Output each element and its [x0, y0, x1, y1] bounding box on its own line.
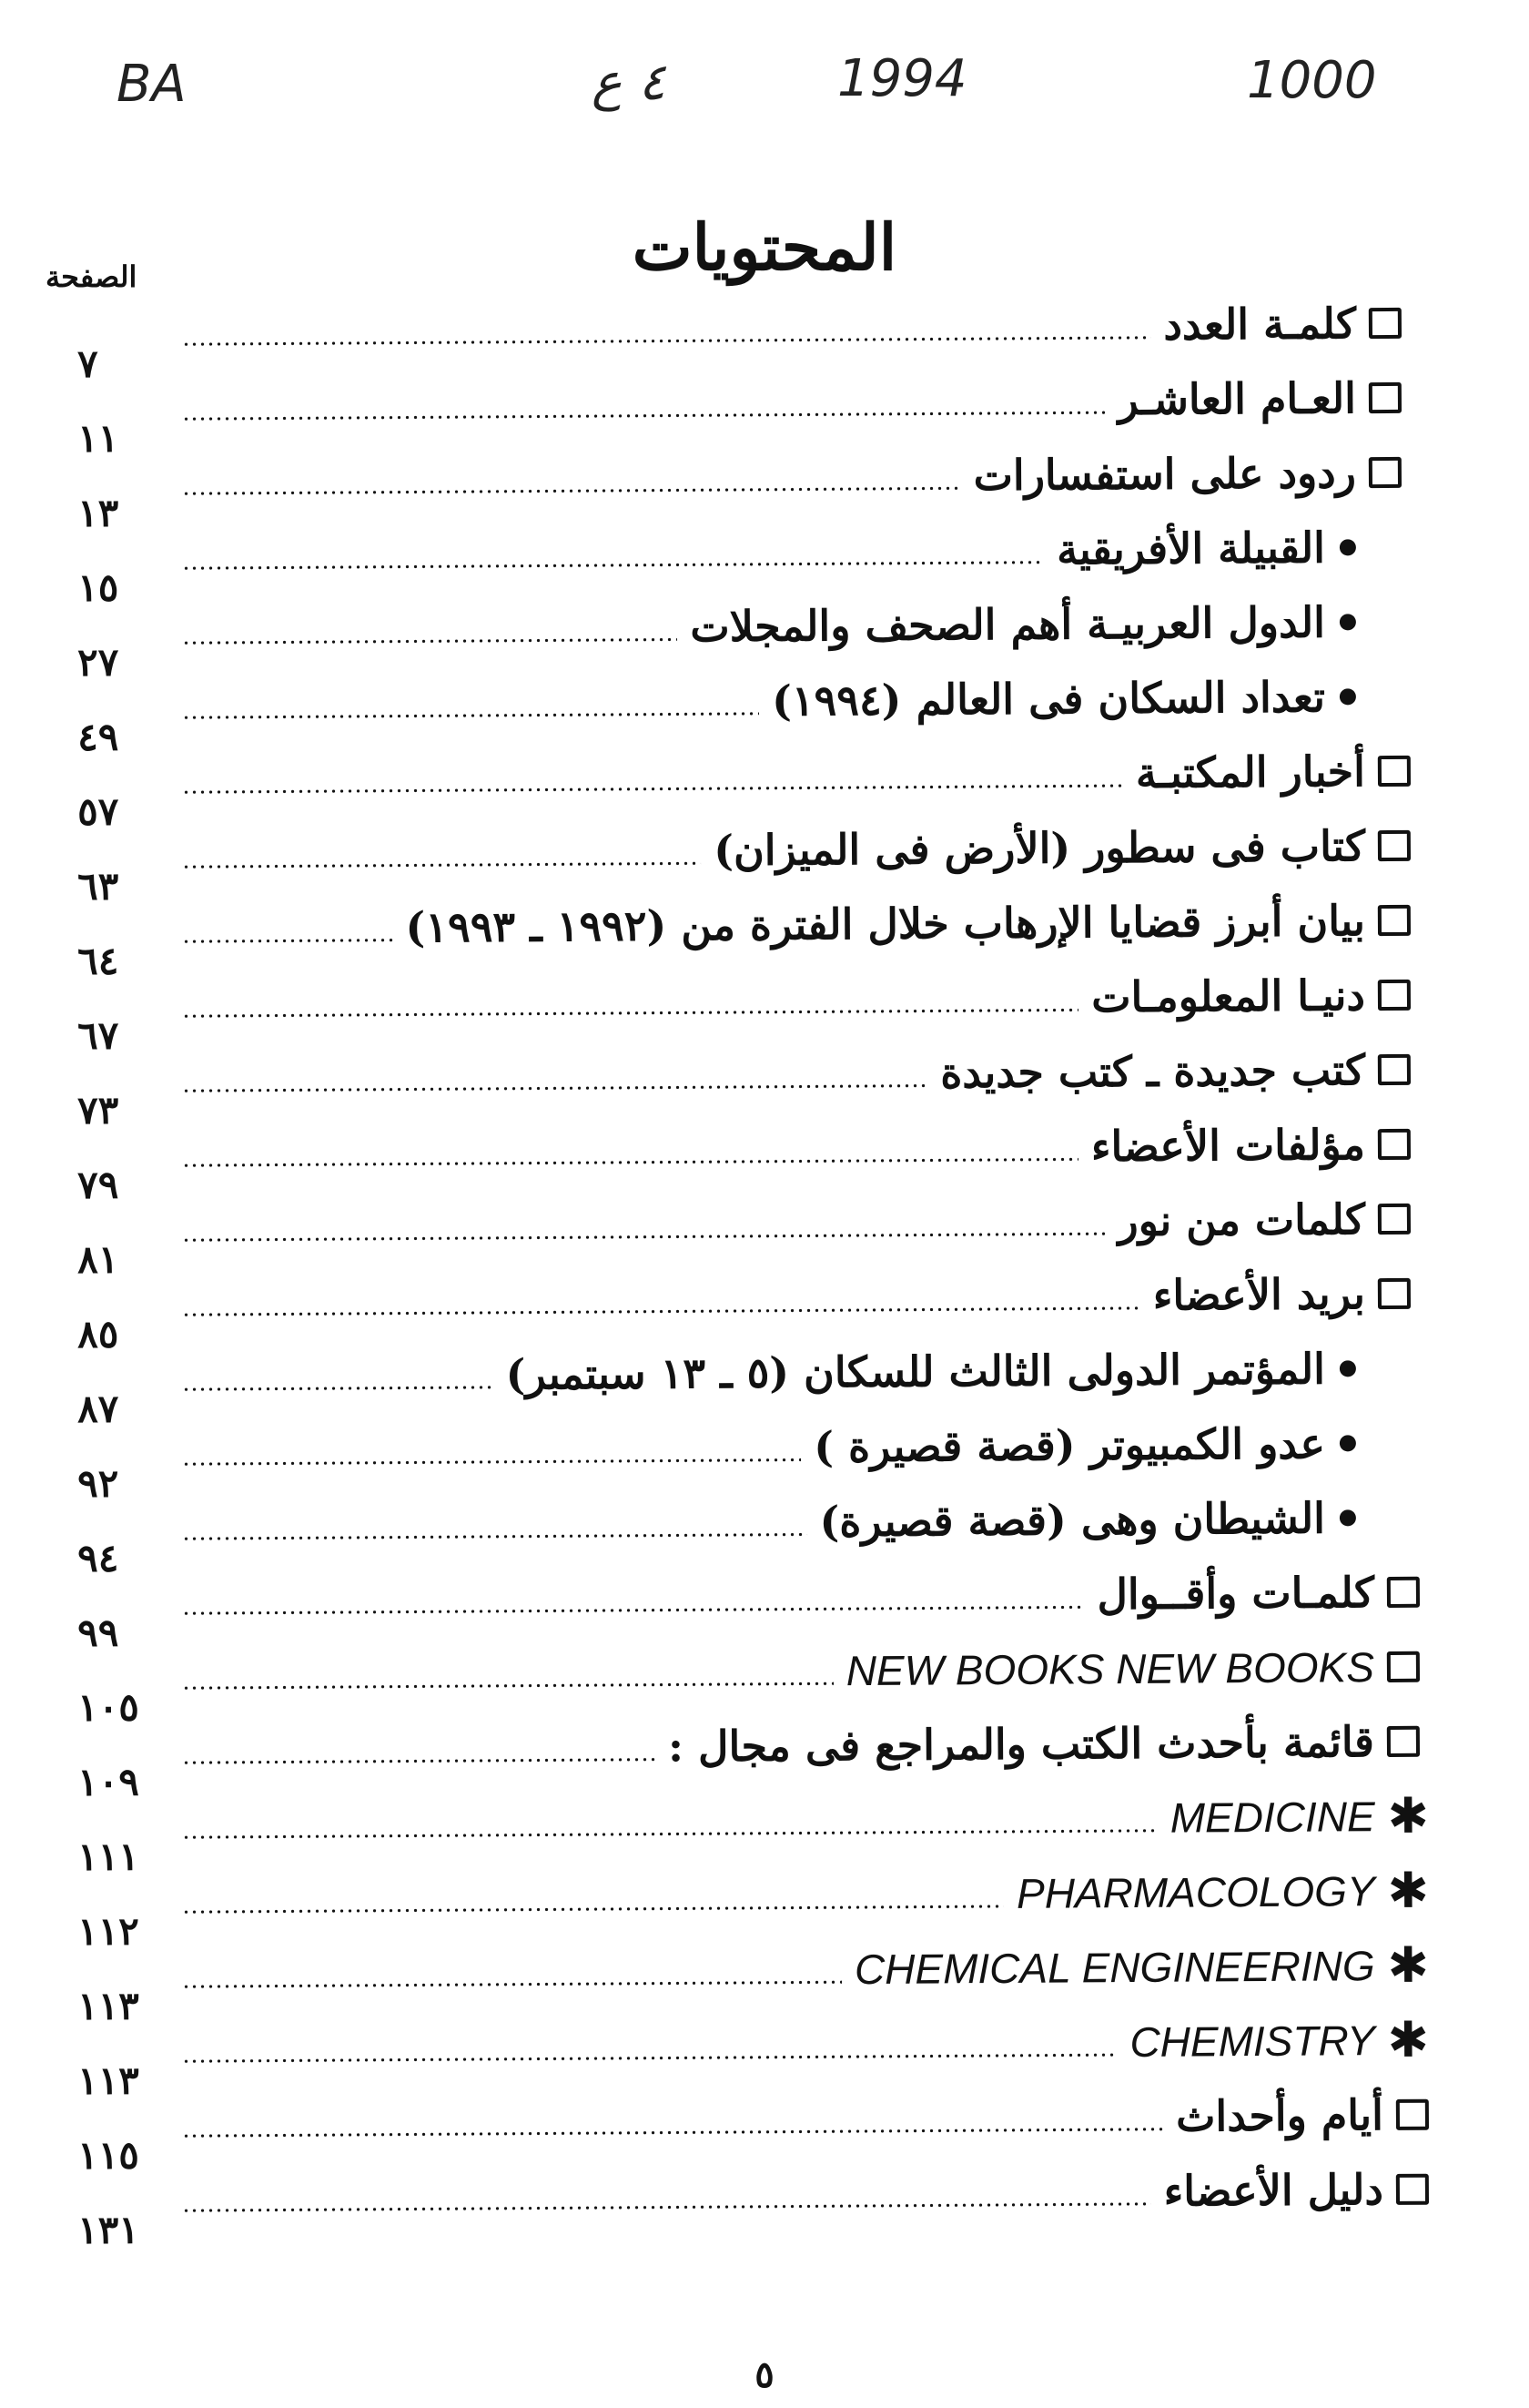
- toc-page-number: ١٠٩: [77, 1759, 140, 1805]
- toc-page-number: ٧: [77, 340, 98, 387]
- toc-page-number: ١١١: [77, 1834, 140, 1880]
- toc-page-number: ١١٢: [77, 1908, 140, 1955]
- toc-entry: [64, 1714, 1412, 1805]
- dot-leader: [182, 1532, 807, 1540]
- handwritten-note-issue: ٤ ع: [592, 53, 666, 112]
- checkbox-square-icon: [1378, 980, 1411, 1011]
- toc-page-number: ٨٥: [77, 1311, 119, 1357]
- toc-entry: [64, 445, 1412, 536]
- handwritten-note-year: 1994: [837, 49, 967, 108]
- toc-page-number: ٨٧: [77, 1386, 119, 1432]
- table-of-contents: [64, 299, 1430, 2253]
- dot-leader: [182, 411, 1106, 421]
- toc-entry: [64, 1266, 1412, 1357]
- checkbox-square-icon: [1378, 1129, 1411, 1160]
- checkbox-square-icon: [1387, 1577, 1420, 1608]
- dot-leader: [182, 2053, 1118, 2063]
- dot-leader: [182, 486, 961, 495]
- toc-page-number: ١١٣: [77, 2057, 140, 2104]
- toc-entry-title: CHEMISTRY: [1129, 2017, 1375, 2066]
- checkbox-square-icon: [1378, 905, 1411, 936]
- handwritten-note-initials: BA: [116, 55, 187, 114]
- toc-page-number: ٥٧: [77, 788, 119, 835]
- toc-entry-title: أيام وأحداث: [1175, 2090, 1384, 2141]
- dot-leader: [182, 561, 1044, 571]
- toc-entry-title: ردود على استفسارات: [973, 448, 1357, 501]
- toc-entry: [64, 669, 1412, 760]
- toc-entry: [64, 1786, 1430, 1880]
- bullet-dot-icon: [1340, 1360, 1356, 1377]
- toc-entry: [64, 1490, 1412, 1581]
- handwritten-note-number: 1000: [1247, 51, 1377, 110]
- toc-entry: [64, 2010, 1430, 2104]
- toc-entry-title: دنيـا المعلومـات: [1091, 970, 1366, 1022]
- toc-entry-title: MEDICINE: [1170, 1793, 1375, 1842]
- checkbox-square-icon: [1369, 382, 1402, 413]
- toc-entry-title: مؤلفات الأعضاء: [1090, 1120, 1366, 1172]
- checkbox-square-icon: [1387, 1726, 1420, 1757]
- checkbox-square-icon: [1378, 830, 1411, 861]
- checkbox-square-icon: [1369, 457, 1402, 488]
- toc-page-number: ١٥: [77, 564, 119, 611]
- checkbox-square-icon: [1396, 2174, 1429, 2205]
- toc-page-number: ٢٧: [77, 639, 119, 686]
- checkbox-square-icon: [1378, 1204, 1411, 1234]
- toc-entry-title: PHARMACOLOGY: [1016, 1867, 1375, 1917]
- page-title: المحتويات: [632, 209, 897, 285]
- asterisk-icon: ✱: [1387, 1936, 1430, 1995]
- toc-entry-title: كلمات من نور: [1118, 1194, 1366, 1246]
- dot-leader: [182, 1458, 801, 1467]
- bullet-dot-icon: [1340, 688, 1356, 705]
- dot-leader: [182, 336, 1151, 346]
- toc-page-number: ٤٩: [77, 714, 119, 760]
- dot-leader: [182, 1758, 655, 1765]
- checkbox-square-icon: [1387, 1651, 1420, 1682]
- toc-page-number: ٦٣: [77, 863, 119, 909]
- checkbox-square-icon: [1378, 1054, 1411, 1085]
- asterisk-icon: ✱: [1387, 1861, 1430, 1920]
- bullet-dot-icon: [1340, 539, 1356, 555]
- dot-leader: [182, 1306, 1140, 1316]
- dot-leader: [182, 1084, 927, 1093]
- toc-page-number: ١١٣: [77, 1983, 140, 2029]
- dot-leader: [182, 1682, 834, 1690]
- toc-page-number: ٩٤: [77, 1535, 119, 1581]
- toc-entry: [64, 1936, 1430, 2029]
- toc-entry-title: العـام العاشـر: [1118, 373, 1357, 425]
- toc-page-number: ١١٥: [77, 2132, 140, 2179]
- dot-leader: [182, 712, 759, 719]
- dot-leader: [182, 1829, 1158, 1839]
- toc-entry: [64, 1192, 1412, 1283]
- dot-leader: [182, 784, 1123, 794]
- toc-entry: [64, 1565, 1412, 1656]
- checkbox-square-icon: [1378, 1278, 1411, 1309]
- dot-leader: [182, 1386, 493, 1391]
- toc-entry: [64, 1117, 1412, 1208]
- toc-entry: [64, 1416, 1412, 1507]
- toc-entry: [64, 2088, 1412, 2179]
- toc-entry-title: كلمـات وأقــوال: [1097, 1568, 1375, 1620]
- bullet-dot-icon: [1340, 1509, 1356, 1526]
- toc-entry-title: الدول العربيـة أهم الصحف والمجلات: [690, 597, 1326, 652]
- dot-leader: [182, 939, 393, 944]
- toc-entry-title: تعداد السكان فى العالم (١٩٩٤): [771, 672, 1326, 726]
- dot-leader: [182, 1905, 1004, 1914]
- dot-leader: [182, 1605, 1085, 1615]
- page-column-label: الصفحة: [46, 259, 137, 294]
- asterisk-icon: ✱: [1387, 2010, 1430, 2069]
- toc-entry: [64, 1341, 1412, 1432]
- toc-page-number: ١٣١: [77, 2207, 140, 2253]
- toc-entry-title: القبيلة الأفريقية: [1056, 523, 1326, 574]
- toc-page-number: ٦٧: [77, 1012, 119, 1059]
- toc-entry: [64, 1861, 1430, 1955]
- toc-entry: [64, 296, 1412, 387]
- toc-entry-title: CHEMICAL ENGINEERING: [854, 1942, 1375, 1994]
- asterisk-icon: ✱: [1387, 1786, 1430, 1845]
- toc-entry-title: كتب جديدة ـ كتب جديدة: [940, 1045, 1366, 1098]
- toc-entry-title: كلمـة العدد: [1163, 299, 1357, 350]
- toc-page-number: ٩٢: [77, 1460, 119, 1507]
- toc-entry: [64, 520, 1412, 611]
- checkbox-square-icon: [1369, 308, 1402, 339]
- bullet-dot-icon: [1340, 614, 1356, 630]
- toc-entry-title: دليل الأعضاء: [1163, 2165, 1384, 2216]
- toc-page-number: ٩٩: [77, 1610, 119, 1656]
- toc-entry-title: بيان أبرز قضايا الإرهاب خلال الفترة من (١٩٩٢ ـ ١٩٩٣): [405, 896, 1366, 952]
- toc-page-number: ١٣: [77, 490, 119, 536]
- bullet-dot-icon: [1340, 1435, 1356, 1451]
- checkbox-square-icon: [1396, 2099, 1429, 2130]
- toc-entry-title: NEW BOOKS NEW BOOKS: [846, 1643, 1375, 1695]
- checkbox-square-icon: [1378, 756, 1411, 787]
- toc-entry-title: أخبار المكتبـة: [1135, 747, 1366, 798]
- toc-entry-title: كتاب فى سطور (الأرض فى الميزان): [714, 821, 1366, 876]
- dot-leader: [182, 1232, 1105, 1242]
- dot-leader: [182, 2202, 1151, 2212]
- dot-leader: [182, 1980, 842, 1988]
- toc-page-number: ٦٤: [77, 938, 119, 984]
- toc-entry: [64, 818, 1412, 909]
- toc-page-number: ١٠٥: [77, 1684, 140, 1731]
- dot-leader: [182, 1157, 1078, 1167]
- page-number: ٥: [754, 2353, 775, 2396]
- toc-entry-title: بريد الأعضاء: [1152, 1269, 1366, 1320]
- toc-entry: [64, 1042, 1412, 1133]
- toc-entry: [64, 1640, 1412, 1731]
- toc-entry-title: قائمة بأحدث الكتب والمراجع فى مجال :: [667, 1717, 1375, 1772]
- toc-entry: [64, 893, 1412, 984]
- toc-entry: [64, 371, 1412, 462]
- toc-page-number: ٧٩: [77, 1162, 119, 1208]
- toc-entry-title: عدو الكمبيوتر (قصة قصيرة ): [814, 1418, 1326, 1472]
- toc-entry: [64, 968, 1412, 1059]
- dot-leader: [182, 1008, 1078, 1018]
- toc-page-number: ٧٣: [77, 1087, 119, 1133]
- dot-leader: [182, 861, 701, 869]
- toc-page-number: ٨١: [77, 1236, 119, 1283]
- toc-entry-title: المؤتمر الدولى الثالث للسكان (٥ ـ ١٣ سبتمبر): [505, 1344, 1326, 1399]
- dot-leader: [182, 2128, 1163, 2139]
- toc-entry-title: الشيطان وهى (قصة قصيرة): [819, 1493, 1326, 1547]
- toc-entry: [64, 2162, 1412, 2253]
- toc-page-number: ١١: [77, 415, 119, 462]
- dot-leader: [182, 637, 677, 645]
- handwritten-notes: [0, 36, 1529, 127]
- toc-entry: [64, 594, 1412, 686]
- toc-entry: [64, 744, 1412, 835]
